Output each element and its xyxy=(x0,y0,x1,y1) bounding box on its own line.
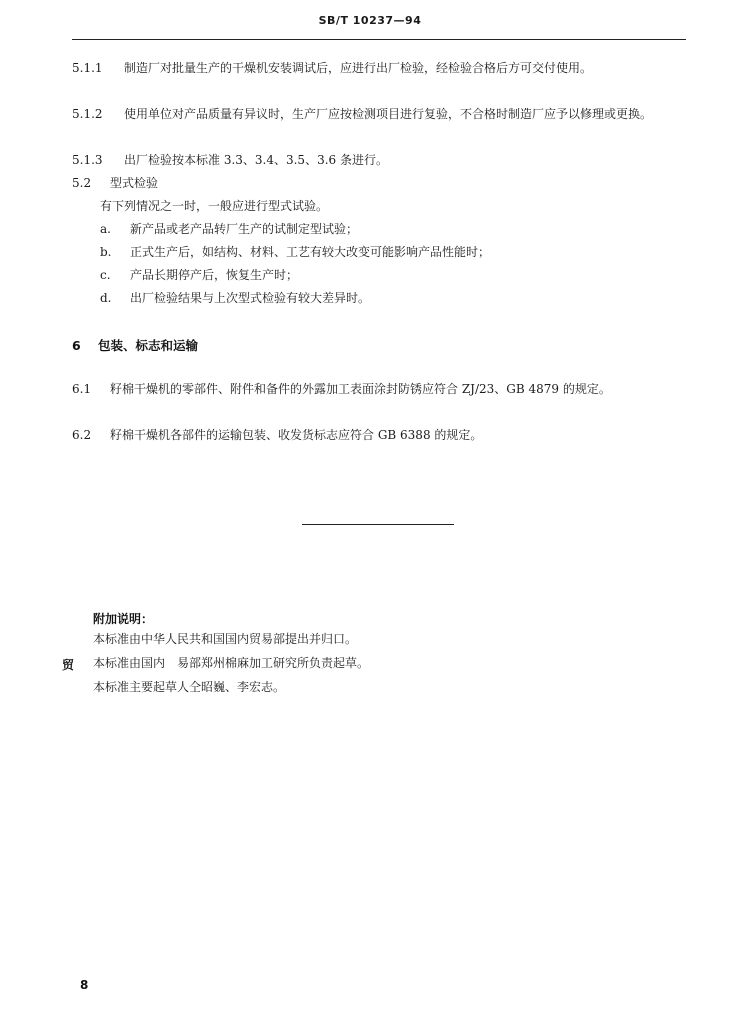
item-label: d. xyxy=(100,291,112,305)
list-item xyxy=(100,287,688,310)
clause-5-1-3 xyxy=(72,149,688,172)
clause-text: 出厂检验按本标准 3.3、3.4、3.5、3.6 条进行。 xyxy=(124,153,388,167)
clause-title: 型式检验 xyxy=(110,176,159,190)
clause-5-1-1 xyxy=(72,57,688,80)
clause-6-1 xyxy=(72,378,688,401)
clause-5-1-2 xyxy=(72,103,688,126)
page-number: 8 xyxy=(80,978,89,992)
header-rule xyxy=(72,39,686,40)
clause-5-2-heading xyxy=(72,172,688,195)
section-number: 6 xyxy=(72,338,81,353)
clause-text: 制造厂对批量生产的干燥机安装调试后，应进行出厂检验，经检验合格后方可交付使用。 xyxy=(124,61,593,75)
section-title-text: 包装、标志和运输 xyxy=(98,338,199,353)
item-text: 出厂检验结果与上次型式检验有较大差异时。 xyxy=(130,291,371,305)
section-6-title xyxy=(72,336,198,354)
clause-number: 5.1.2 xyxy=(72,107,103,121)
additional-note-line: 本标准由国内 易部郑州棉麻加工研究所负责起草。 xyxy=(93,656,370,670)
clause-number: 6.1 xyxy=(72,382,92,396)
margin-fragment: 贸 xyxy=(62,658,75,672)
end-of-text-rule xyxy=(302,524,454,525)
clause-number: 5.1.1 xyxy=(72,61,103,75)
additional-note-line: 本标准由中华人民共和国国内贸易部提出并归口。 xyxy=(93,632,358,646)
list-item xyxy=(100,218,688,241)
additional-note-line: 本标准主要起草人仝昭巍、李宏志。 xyxy=(93,680,286,694)
clause-number: 5.2 xyxy=(72,176,92,190)
clause-number: 6.2 xyxy=(72,428,92,442)
clause-text: 籽棉干燥机的零部件、附件和备件的外露加工表面涂封防锈应符合 ZJ/23、GB 4879 的规定。 xyxy=(110,382,611,396)
additional-notes-title: 附加说明： xyxy=(93,612,154,626)
clause-6-2 xyxy=(72,424,688,447)
item-text: 正式生产后，如结构、材料、工艺有较大改变可能影响产品性能时； xyxy=(130,245,491,259)
list-item xyxy=(100,264,688,287)
item-text: 新产品或老产品转厂生产的试制定型试验； xyxy=(130,222,359,236)
item-label: a. xyxy=(100,222,111,236)
clause-text: 使用单位对产品质量有异议时，生产厂应按检测项目进行复验，不合格时制造厂应予以修理或更换。 xyxy=(124,107,653,121)
standard-number-header: SB/T 10237—94 xyxy=(318,14,422,27)
list-item xyxy=(100,241,688,264)
clause-text: 籽棉干燥机各部件的运输包装、收发货标志应符合 GB 6388 的规定。 xyxy=(110,428,483,442)
item-text: 产品长期停产后，恢复生产时； xyxy=(130,268,299,282)
clause-number: 5.1.3 xyxy=(72,153,103,167)
item-label: b. xyxy=(100,245,112,259)
item-label: c. xyxy=(100,268,111,282)
clause-5-2-intro: 有下列情况之一时，一般应进行型式试验。 xyxy=(100,199,329,213)
